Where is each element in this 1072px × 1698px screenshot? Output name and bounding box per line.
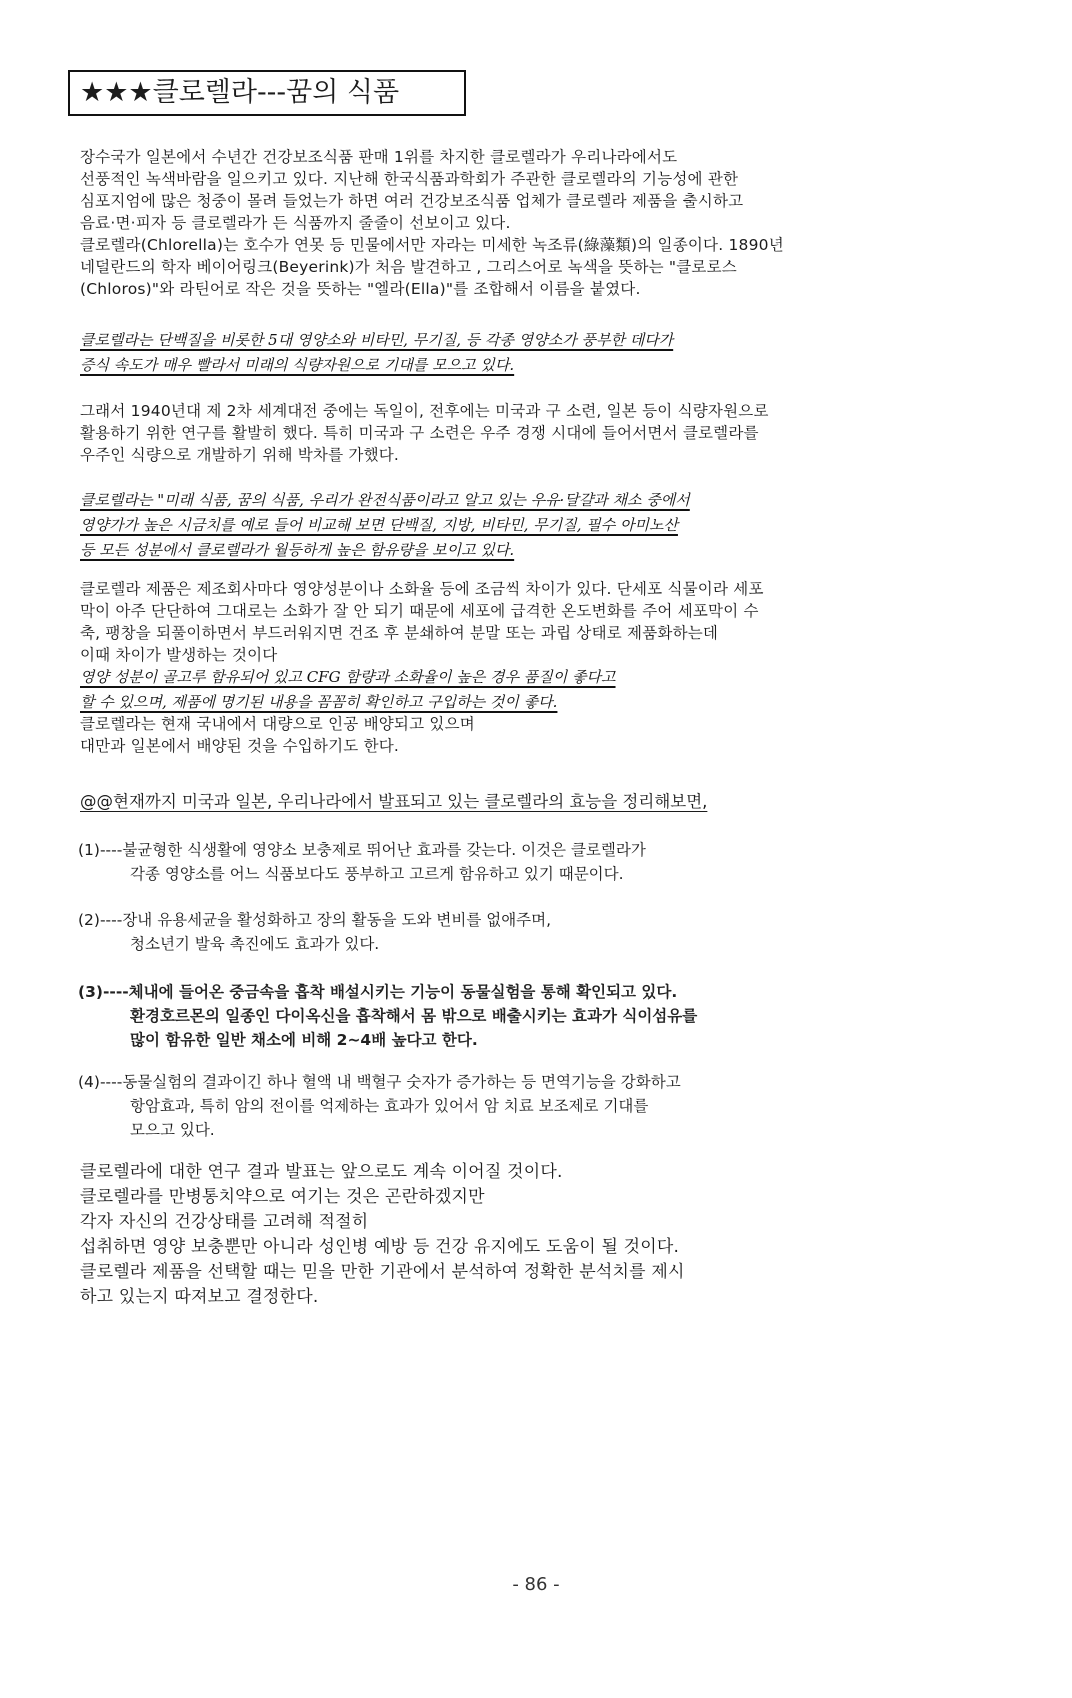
text-line: 하고 있는지 따져보고 결정한다. bbox=[80, 1287, 319, 1307]
text-line: 클로렐라를 만병통치약으로 여기는 것은 곤란하겠지만 bbox=[80, 1187, 485, 1207]
text-line: 네덜란드의 학자 베이어링크(Beyerink)가 처음 발견하고 , 그리스어로 녹색을 뜻하는 "클로로스 bbox=[80, 258, 737, 276]
handwritten-line: 영양 성분이 골고루 함유되어 있고 CFG 함량과 소화율이 높은 경우 품질이 좋다고 bbox=[80, 668, 616, 686]
text-line: 클로렐라(Chlorella)는 호수가 연못 등 민물에서만 자라는 미세한 녹조류(綠藻類)의 일종이다. 1890년 bbox=[80, 236, 784, 254]
text-line: 막이 아주 단단하여 그대로는 소화가 잘 안 되기 때문에 세포에 급격한 온도변화를 주어 세포막이 수 bbox=[80, 602, 759, 620]
text-line: 그래서 1940년대 제 2차 세계대전 중에는 독일이, 전후에는 미국과 구 소련, 일본 등이 식량자원으로 bbox=[80, 402, 769, 420]
history-paragraph bbox=[80, 400, 980, 466]
handwritten-note-comparison bbox=[80, 488, 980, 563]
text-line: 각자 자신의 건강상태를 고려해 적절히 bbox=[80, 1212, 369, 1232]
text-line: 활용하기 위한 연구를 활발히 했다. 특히 미국과 구 소련은 우주 경쟁 시대에 들어서면서 클로렐라를 bbox=[80, 424, 759, 442]
text-line: 선풍적인 녹색바람을 일으키고 있다. 지난해 한국식품과학회가 주관한 클로렐라의 기능성에 관한 bbox=[80, 170, 739, 188]
text-line: 클로렐라 제품은 제조회사마다 영양성분이나 소화율 등에 조금씩 차이가 있다. 단세포 식물이라 세포 bbox=[80, 580, 764, 598]
handwritten-line: 증식 속도가 매우 빨라서 미래의 식량자원으로 기대를 모으고 있다. bbox=[80, 356, 515, 374]
text-line: 장수국가 일본에서 수년간 건강보조식품 판매 1위를 차지한 클로렐라가 우리나라에서도 bbox=[80, 148, 678, 166]
text-line: 클로렐라에 대한 연구 결과 발표는 앞으로도 계속 이어질 것이다. bbox=[80, 1162, 563, 1182]
handwritten-line: 영양가가 높은 시금치를 예로 들어 비교해 보면 단백질, 지방, 비타민, 무기질, 필수 아미노산 bbox=[80, 516, 678, 534]
effect-line: (4)----동물실험의 결과이긴 하나 혈액 내 백혈구 숫자가 증가하는 등 면역기능을 강화하고 bbox=[78, 1073, 681, 1091]
effect-item-4 bbox=[78, 1070, 958, 1142]
handwritten-line: 할 수 있으며, 제품에 명기된 내용을 꼼꼼히 확인하고 구입하는 것이 좋다. bbox=[80, 693, 558, 711]
handwritten-note-quality bbox=[80, 665, 980, 715]
page-number: - 86 - bbox=[512, 1574, 560, 1595]
effect-item-2 bbox=[78, 908, 958, 956]
effect-item-1 bbox=[78, 838, 958, 886]
intro-paragraph bbox=[80, 146, 980, 300]
handwritten-line: 등 모든 성분에서 클로렐라가 월등하게 높은 함유량을 보이고 있다. bbox=[80, 541, 515, 559]
effect-line: 청소년기 발육 촉진에도 효과가 있다. bbox=[130, 935, 380, 953]
conclusion-paragraph bbox=[80, 1160, 980, 1310]
text-line: 대만과 일본에서 배양된 것을 수입하기도 한다. bbox=[80, 737, 400, 755]
effect-line: (3)----체내에 들어온 중금속을 흡착 배설시키는 기능이 동물실험을 통해 확인되고 있다. bbox=[78, 983, 678, 1001]
text-line: 이때 차이가 발생하는 것이다 bbox=[80, 646, 278, 664]
handwritten-note-nutrition bbox=[80, 328, 980, 378]
effect-line: 항암효과, 특히 암의 전이를 억제하는 효과가 있어서 암 치료 보조제로 기대를 bbox=[130, 1097, 649, 1115]
effect-line: 모으고 있다. bbox=[130, 1121, 215, 1139]
text-line: 클로렐라는 현재 국내에서 대량으로 인공 배양되고 있으며 bbox=[80, 715, 475, 733]
text-line: 음료·면·피자 등 클로렐라가 든 식품까지 줄줄이 선보이고 있다. bbox=[80, 214, 511, 232]
effect-line: (1)----불균형한 식생활에 영양소 보충제로 뛰어난 효과를 갖는다. 이것은 클로렐라가 bbox=[78, 841, 646, 859]
effects-heading: @@현재까지 미국과 일본, 우리나라에서 발표되고 있는 클로렐라의 효능을 정리해보면, bbox=[80, 792, 708, 811]
text-line: 클로렐라 제품을 선택할 때는 믿을 만한 기관에서 분석하여 정확한 분석치를 제시 bbox=[80, 1262, 685, 1282]
effect-item-3 bbox=[78, 980, 958, 1052]
import-paragraph bbox=[80, 713, 980, 757]
effect-line: 각종 영양소를 어느 식품보다도 풍부하고 고르게 함유하고 있기 때문이다. bbox=[130, 865, 624, 883]
text-line: 섭취하면 영양 보충뿐만 아니라 성인병 예방 등 건강 유지에도 도움이 될 것이다. bbox=[80, 1237, 680, 1257]
handwritten-line: 클로렐라는 "미래 식품, 꿈의 식품, 우리가 완전식품이라고 알고 있는 우유·달걀과 채소 중에서 bbox=[80, 491, 690, 509]
text-line: 우주인 식량으로 개발하기 위해 박차를 가했다. bbox=[80, 446, 400, 464]
page-title: ★★★클로렐라---꿈의 식품 bbox=[68, 70, 466, 116]
effect-line: 많이 함유한 일반 채소에 비해 2~4배 높다고 한다. bbox=[130, 1031, 478, 1049]
text-line: 축, 팽창을 되풀이하면서 부드러워지면 건조 후 분쇄하여 분말 또는 과립 상태로 제품화하는데 bbox=[80, 624, 719, 642]
text-line: (Chloros)"와 라틴어로 작은 것을 뜻하는 "엘라(Ella)"를 조합해서 이름을 붙였다. bbox=[80, 280, 641, 298]
effect-line: (2)----장내 유용세균을 활성화하고 장의 활동을 도와 변비를 없애주며, bbox=[78, 911, 552, 929]
effect-line: 환경호르몬의 일종인 다이옥신을 흡착해서 몸 밖으로 배출시키는 효과가 식이섬유를 bbox=[130, 1007, 698, 1025]
handwritten-line: 클로렐라는 단백질을 비롯한 5대 영양소와 비타민, 무기질, 등 각종 영양소가 풍부한 데다가 bbox=[80, 331, 674, 349]
text-line: 심포지엄에 많은 청중이 몰려 들었는가 하면 여러 건강보조식품 업체가 클로렐라 제품을 출시하고 bbox=[80, 192, 744, 210]
product-paragraph bbox=[80, 578, 980, 666]
